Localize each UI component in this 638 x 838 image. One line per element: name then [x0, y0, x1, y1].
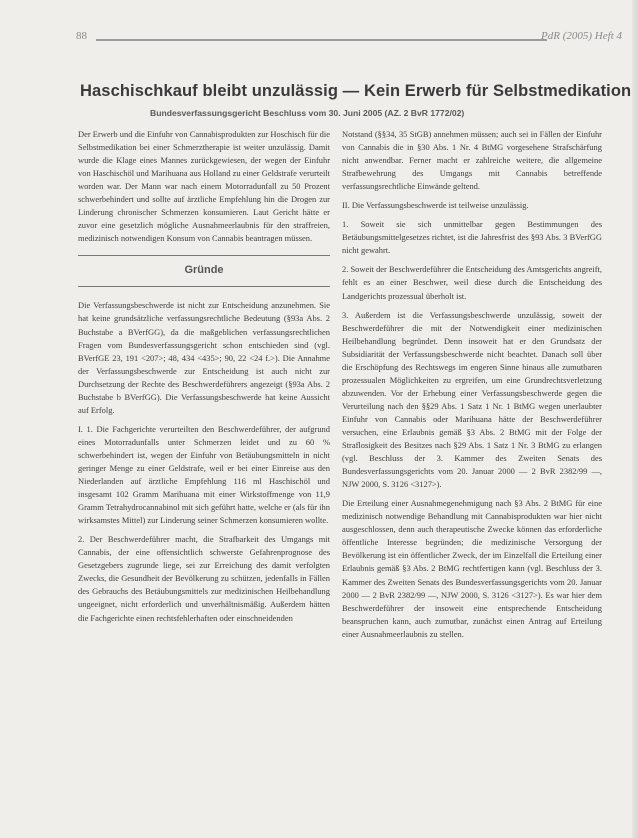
right-column: [342, 128, 602, 647]
header-rule: [96, 39, 547, 41]
section-heading-box: [78, 255, 330, 287]
article-subtitle: Bundesverfassungsgericht Beschluss vom 30. Juni 2005 (AZ. 2 BvR 1772/02): [150, 108, 465, 118]
journal-reference: PdR (2005) Heft 4: [541, 30, 622, 42]
body-paragraph: Die Erteilung einer Ausnahmegenehmigung nach §3 Abs. 2 BtMG für eine medizinisch notwendige Behandlung mit Cannabisprodukten war hier nicht ausgeschlossen, denn auch therapeutische Zwecke können das erforderliche öffentliche Interesse begründen; die medizinische Versorgung der Bevölkerung ist ein öffentlicher Zweck, der im Einzelfall die Erteilung einer Erlaubnis gemäß §3 Abs. 2 BtMG rechtfertigen kann (vgl. Beschluss der 3. Kammer des Zweiten Senats des Bundesverfassungsgerichts vom 20. Januar 2000 — 2 BvR 2382/99 —, NJW 2000, S. 3126 <3127>). Es war hier dem Beschwerdeführer der insoweit eine entsprechende Entscheidung beanspruchen kann, auch zumutbar, zunächst einen Antrag auf Erteilung einer Ausnahmeerlaubnis zu stellen.: [342, 498, 602, 639]
article-title: Haschischkauf bleibt unzulässig — Kein Erwerb für Selbstmedikation: [80, 82, 632, 100]
running-header: [76, 30, 632, 48]
body-paragraph: 2. Soweit der Beschwerdeführer die Entscheidung des Amtsgerichts angreift, fehlt es an einer Beschwer, weil diese durch die Entscheidung des Landgerichts prozessual überholt ist.: [342, 264, 602, 301]
intro-paragraph: Der Erwerb und die Einfuhr von Cannabisprodukten zur Hoschisch für die Selbstmedikation bei einer Schmerztherapie ist weiter unzulässig. Damit wurde die Klage eines Mannes zurückgewiesen, der wegen der Einfuhr von Haschischöl und Marihuana aus Holland zu einer Geldstrafe verurteilt worden war. Der Mann war nach einem Motorradunfall zu 50 Prozent schwerbehindert und sollte auf ärztliche Empfehlung hin die Drogen zur Linderung chronischer Schmerzen konsumieren. Laut Gericht hätte er zuvor eine gesetzlich mögliche Ausnahmeerlaubnis für den straffreien, medizinisch notwendigen Konsum von Cannabis beantragen müssen.: [78, 129, 330, 244]
body-paragraph: 1. Soweit sie sich unmittelbar gegen Bestimmungen des Betäubungsmittelgesetzes richtet, ist die Jahresfrist des §93 Abs. 3 BVerfGG nicht gewahrt.: [342, 219, 602, 256]
body-paragraph: 2. Der Beschwerdeführer macht, die Strafbarkeit des Umgangs mit Cannabis, der eine offensichtlich schwerste Gefahrenprognose des Gesetzgebers zugrunde liege, sei zur Erreichung des damit verfolgten Zwecks, die Gesundheit der Bevölkerung zu schützen, jedenfalls in Fällen des Gebrauchs des Betäubungsmittels zur medizinischen Heilbehandlung ungeeignet, nicht erforderlich und unverhältnismäßig. Außerdem hätten die Fachgerichte einen rechtsfehlerhaften oder einschneidenden: [78, 534, 330, 623]
body-paragraph: II. Die Verfassungsbeschwerde ist teilweise unzulässig.: [342, 200, 529, 211]
body-paragraph: Notstand (§§34, 35 StGB) annehmen müssen; auch sei in Fällen der Einfuhr von Cannabis die in §30 Abs. 1 Nr. 4 BtMG vorgesehene Strafschärfung nicht anwendbar. Ferner macht er zahlreiche weitere, die allgemeine Strafbewehrung des Umgangs mit Cannabis betreffende verfassungsrechtliche Einwände geltend.: [342, 129, 602, 192]
section-heading: Gründe: [184, 264, 224, 277]
body-paragraph: I. 1. Die Fachgerichte verurteilten den Beschwerdeführer, der aufgrund eines Motorradunfalls unter Schmerzen leidet und zu 60 % schwerbehindert ist, wegen der Einfuhr von Betäubungsmitteln in nicht geringer Menge zu einer Geldstrafe, weil er bei einer Einreise aus den Niederlanden auf ärztliche Empfehlung 116 ml Haschischöl und insgesamt 102 Gramm Marihuana mit einer Wirkstoffmenge von 11,9 Gramm Tetrahydrocannabinol mit sich geführt hatte, welche er (als für ihn wirksamstes Mittel) zur Linderung seiner Schmerzen konsumieren wollte.: [78, 423, 330, 526]
body-paragraph: Die Verfassungsbeschwerde ist nicht zur Entscheidung anzunehmen. Sie hat keine grundsätzliche verfassungsrechtliche Bedeutung (§93a Abs. 2 Buchstabe a BVerfGG), da die maßgeblichen verfassungsrechtlichen Fragen vom Bundesverfassungsgericht schon entschieden sind (vgl. BVerfGE 23, 191 <207>; 48, 434 <435>; 90, 22 <24 f.>). Die Annahme der Verfassungsbeschwerde zur Entscheidung ist auch nicht zur Durchsetzung der Rechte des Beschwerdeführers angezeigt (§93a Abs. 2 Buchstabe b BVerfGG). Die Verfassungsbeschwerde hat keine Aussicht auf Erfolg.: [78, 300, 330, 415]
page-number: 88: [76, 30, 87, 42]
body-paragraph: 3. Außerdem ist die Verfassungsbeschwerde unzulässig, soweit der Beschwerdeführer die mit der Notwendigkeit einer medizinischen Heilbehandlung begründet. Denn insoweit hat er den Grundsatz der Subsidiarität der Verfassungsbeschwerde nicht beachtet. Danach soll über die Erschöpfung des Rechtswegs im engeren Sinne hinaus alle zumutbaren prozessualen Möglichkeiten zu ergreifen, um eine Grundrechtsverletzung abzuwenden. Vor der Erhebung einer Verfassungsbeschwerde gegen die Verurteilung nach den §§29 Abs. 1 Satz 1 Nr. 1 BtMG wegen unerlaubter Einfuhr von Cannabis oder Marihuana hätte der Beschwerdeführer versuchen, eine Erlaubnis gemäß §3 Abs. 2 BtMG mit der Folge der Straflosigkeit des Besitzes nach §29 Abs. 1 Satz 1 Nr. 3 BtMG zu erlangen (vgl. Beschluss der 3. Kammer des Zweiten Senats des Bundesverfassungsgerichts vom 20. Januar 2000 — 2 BvR 2382/99 —, NJW 2000, S. 3126 <3127>).: [342, 309, 602, 490]
left-column: [78, 128, 330, 631]
scan-edge: [632, 0, 638, 838]
